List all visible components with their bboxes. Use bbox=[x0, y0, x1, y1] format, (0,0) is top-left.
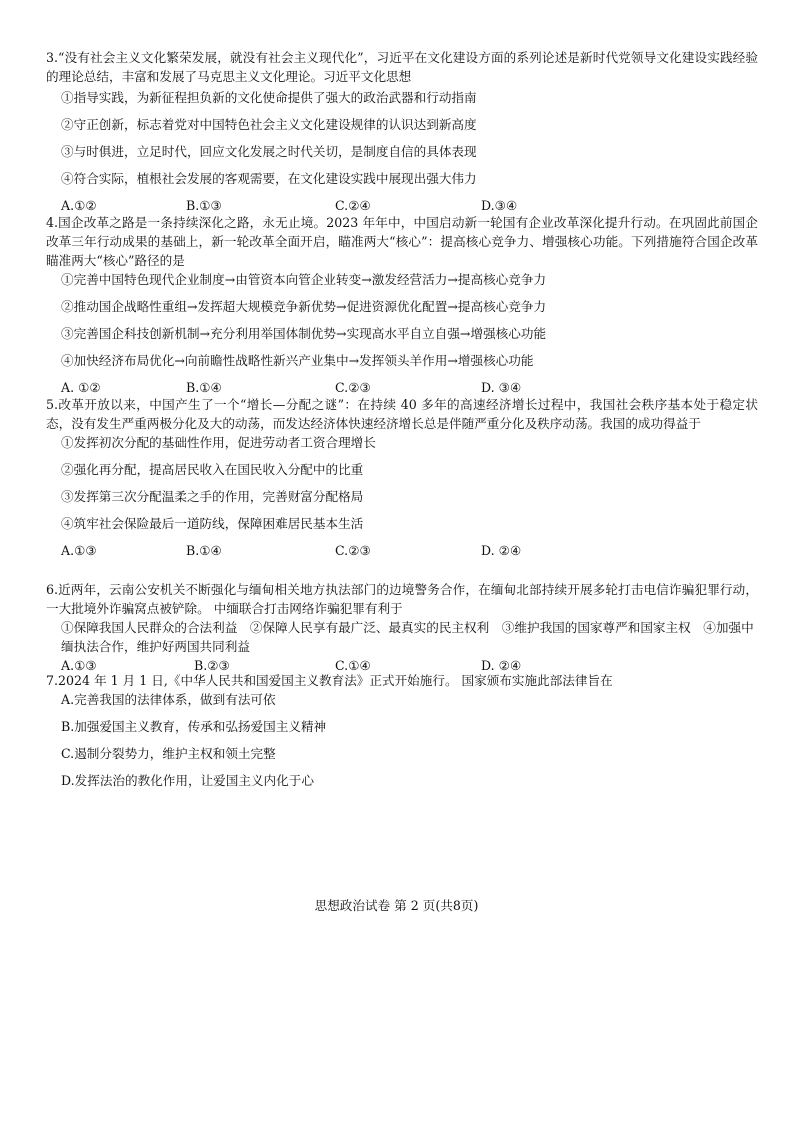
question-4 bbox=[46, 213, 758, 397]
option-a[interactable]: A.①③ bbox=[61, 543, 97, 558]
question-4-statement-3: ③完善国企科技创新机制→充分利用举国体制优势→实现高水平自立自强→增强核心功能 bbox=[61, 326, 547, 341]
question-6 bbox=[46, 580, 758, 675]
question-7 bbox=[46, 671, 758, 790]
question-5-statement-2: ②强化再分配，提高居民收入在国民收入分配中的比重 bbox=[61, 462, 364, 477]
question-5-stem: 5.改革开放以来，中国产生了一个“增长—分配之谜”：在持续 40 多年的高速经济增长过程中，我国社会秩序基本处于稳定状态，没有发生严重两极分化及大的动荡，而发达经济体快速经济增长总是伴随严重分化及秩序动荡。我国的成功得益于 bbox=[46, 397, 758, 431]
option-a[interactable]: A. ①② bbox=[61, 380, 101, 395]
question-4-statement-4: ④加快经济布局优化→向前瞻性战略性新兴产业集中→发挥领头羊作用→增强核心功能 bbox=[61, 353, 534, 368]
option-b[interactable]: B.①④ bbox=[186, 543, 222, 558]
question-3-statement-1: ①指导实践，为新征程担负新的文化使命提供了强大的政治武器和行动指南 bbox=[61, 90, 477, 105]
option-d[interactable]: D.③④ bbox=[481, 198, 518, 213]
question-5-options bbox=[46, 541, 758, 560]
question-3-statement-4: ④符合实际，植根社会发展的客观需要，在文化建设实践中展现出强大伟力 bbox=[61, 171, 477, 186]
option-a[interactable]: A.①③ bbox=[61, 658, 97, 673]
question-4-statement-2: ②推动国企战略性重组→发挥超大规模竞争新优势→促进资源优化配置→提高核心竞争力 bbox=[61, 299, 547, 314]
question-3-stem: 3.“没有社会主义文化繁荣发展，就没有社会主义现代化”，习近平在文化建设方面的系列论述是新时代党领导文化建设实践经验的理论总结，丰富和发展了马克思主义文化理论。习近平文化思想 bbox=[46, 50, 758, 84]
option-d[interactable]: D. ③④ bbox=[481, 380, 522, 395]
option-c[interactable]: C.遏制分裂势力，维护主权和领土完整 bbox=[61, 746, 276, 761]
option-a[interactable]: A.①② bbox=[61, 198, 97, 213]
question-6-statements: ①保障我国人民群众的合法利益 ②保障人民享有最广泛、最真实的民主权利 ③维护我国的国家尊严和国家主权 ④加强中缅执法合作，维护好两国共同利益 bbox=[61, 620, 754, 654]
question-5-statement-4: ④筑牢社会保险最后一道防线，保障困难居民基本生活 bbox=[61, 516, 364, 531]
question-3 bbox=[46, 48, 758, 215]
option-b[interactable]: B.①③ bbox=[186, 198, 222, 213]
question-7-stem: 7.2024 年 1 月 1 日,《中华人民共和国爱国主义教育法》正式开始施行。 国家颁布实施此部法律旨在 bbox=[46, 673, 613, 688]
option-d[interactable]: D. ②④ bbox=[481, 543, 522, 558]
question-4-stem: 4.国企改革之路是一条持续深化之路，永无止境。2023 年年中，中国启动新一轮国有企业改革深化提升行动。在巩固此前国企改革三年行动成果的基础上，新一轮改革全面开启，瞄准两大“核心”：提高核心竞争力、增强核心功能。下列措施符合国企改革瞄准两大“核心”路径的是 bbox=[46, 215, 758, 268]
question-5-statement-1: ①发挥初次分配的基础性作用，促进劳动者工资合理增长 bbox=[61, 435, 376, 450]
option-c[interactable]: C.①④ bbox=[335, 658, 371, 673]
option-c[interactable]: C.②④ bbox=[335, 198, 371, 213]
option-b[interactable]: B.①④ bbox=[186, 380, 222, 395]
question-6-stem: 6.近两年，云南公安机关不断强化与缅甸相关地方执法部门的边境警务合作，在缅甸北部持续开展多轮打击电信诈骗犯罪行动，一大批境外诈骗窝点被铲除。 中缅联合打击网络诈骗犯罪有利于 bbox=[46, 582, 758, 616]
question-5 bbox=[46, 395, 758, 560]
option-c[interactable]: C.②③ bbox=[335, 543, 371, 558]
option-d[interactable]: D. ②④ bbox=[481, 658, 522, 673]
question-5-statement-3: ③发挥第三次分配温柔之手的作用，完善财富分配格局 bbox=[61, 489, 364, 504]
question-3-statement-3: ③与时俱进，立足时代，回应文化发展之时代关切，是制度自信的具体表现 bbox=[61, 144, 477, 159]
question-4-statement-1: ①完善中国特色现代企业制度→由管资本向管企业转变→激发经营活力→提高核心竞争力 bbox=[61, 272, 547, 287]
option-b[interactable]: B.加强爱国主义教育，传承和弘扬爱国主义精神 bbox=[61, 719, 327, 734]
option-c[interactable]: C.②③ bbox=[335, 380, 371, 395]
option-a[interactable]: A.完善我国的法律体系，做到有法可依 bbox=[61, 692, 276, 707]
option-d[interactable]: D.发挥法治的教化作用，让爱国主义内化于心 bbox=[61, 773, 314, 788]
page-footer: 思想政治试卷 第 2 页(共8页) bbox=[314, 898, 479, 913]
question-3-statement-2: ②守正创新，标志着党对中国特色社会主义文化建设规律的认识达到新高度 bbox=[61, 117, 477, 132]
option-b[interactable]: B.②③ bbox=[194, 658, 230, 673]
